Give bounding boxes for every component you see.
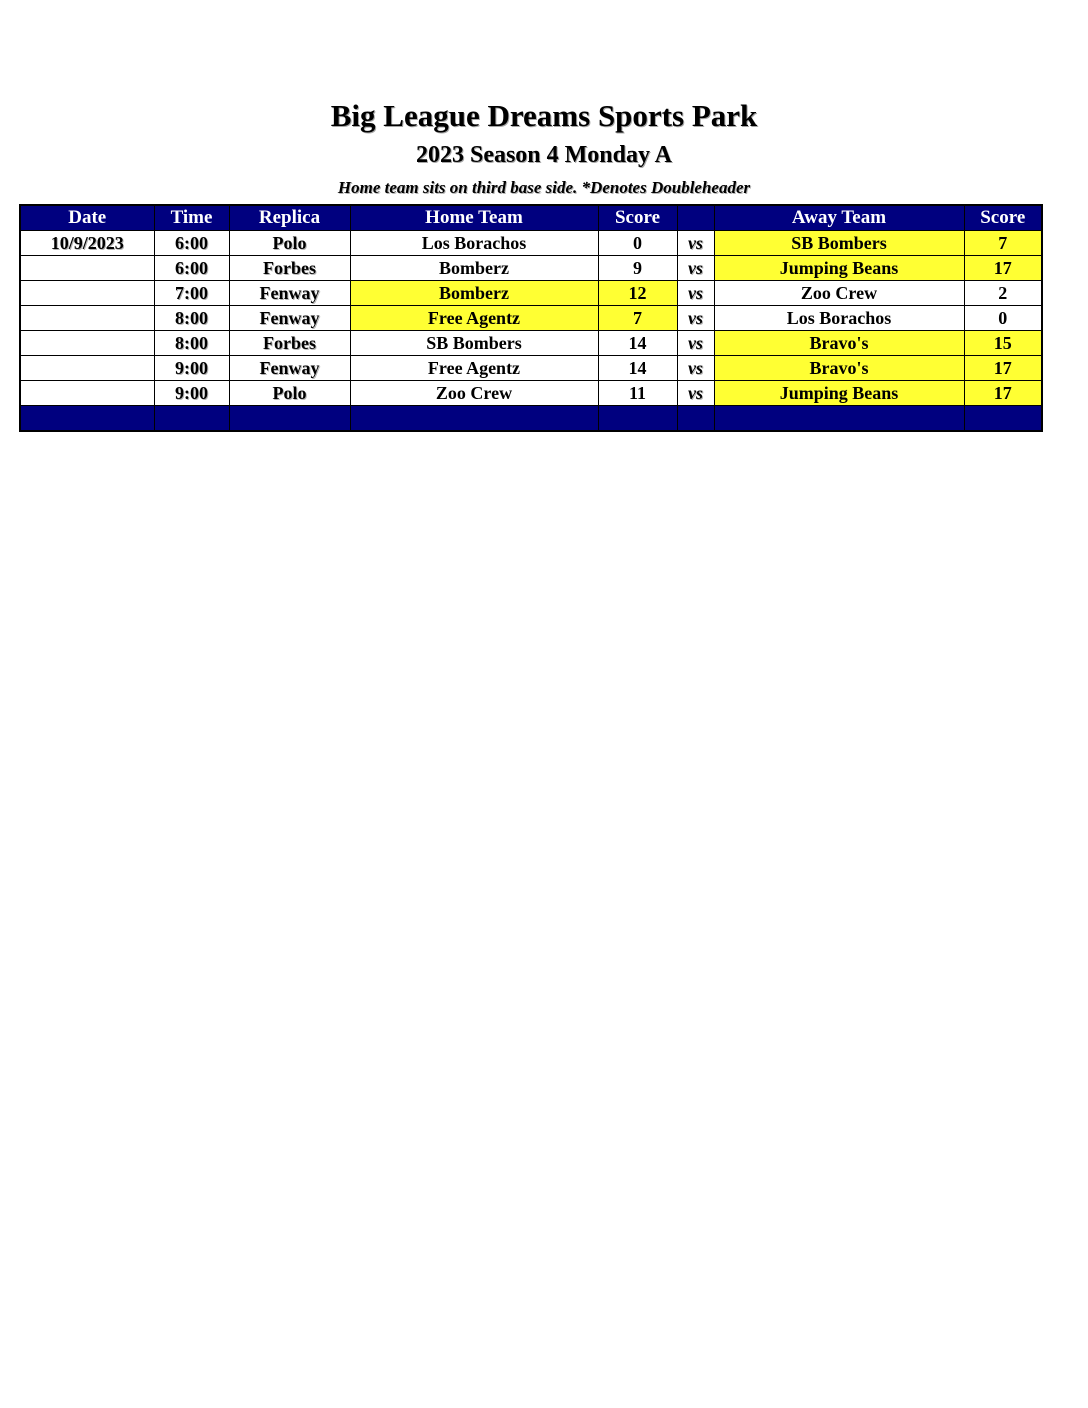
home-score-cell: 12	[598, 281, 677, 306]
away-team-cell: Bravo's	[714, 331, 964, 356]
table-row	[20, 381, 1042, 406]
footer-cell	[20, 406, 154, 432]
away-team-cell: SB Bombers	[714, 231, 964, 256]
replica-cell: Fenway	[229, 306, 350, 331]
date-cell	[20, 381, 154, 406]
home-team-cell: Los Borachos	[350, 231, 598, 256]
home-team-cell: Bomberz	[350, 256, 598, 281]
away-score-cell: 15	[964, 331, 1042, 356]
time-cell: 7:00	[154, 281, 229, 306]
date-cell: 10/9/2023	[20, 231, 154, 256]
away-team-cell: Zoo Crew	[714, 281, 964, 306]
col-header-time: Time	[154, 205, 229, 231]
col-header-away-team: Away Team	[714, 205, 964, 231]
time-cell: 9:00	[154, 381, 229, 406]
vs-cell: vs	[677, 356, 714, 381]
replica-cell: Fenway	[229, 356, 350, 381]
date-cell	[20, 256, 154, 281]
footer-cell	[714, 406, 964, 432]
away-score-cell: 7	[964, 231, 1042, 256]
time-cell: 6:00	[154, 256, 229, 281]
date-cell	[20, 356, 154, 381]
footer-cell	[598, 406, 677, 432]
away-score-cell: 17	[964, 256, 1042, 281]
away-team-cell: Jumping Beans	[714, 381, 964, 406]
replica-cell: Polo	[229, 231, 350, 256]
season-subtitle: 2023 Season 4 Monday A	[415, 142, 673, 168]
home-score-cell: 9	[598, 256, 677, 281]
vs-cell: vs	[677, 331, 714, 356]
home-score-cell: 14	[598, 356, 677, 381]
home-team-cell: Zoo Crew	[350, 381, 598, 406]
col-header-replica: Replica	[229, 205, 350, 231]
away-score-cell: 17	[964, 381, 1042, 406]
table-row	[20, 331, 1042, 356]
home-team-cell: Free Agentz	[350, 306, 598, 331]
vs-cell: vs	[677, 231, 714, 256]
time-cell: 8:00	[154, 306, 229, 331]
table-row	[20, 231, 1042, 256]
away-score-cell: 2	[964, 281, 1042, 306]
date-cell	[20, 331, 154, 356]
table-row	[20, 256, 1042, 281]
home-team-cell: Free Agentz	[350, 356, 598, 381]
footer-cell	[229, 406, 350, 432]
footer-cell	[350, 406, 598, 432]
time-cell: 8:00	[154, 331, 229, 356]
replica-cell: Forbes	[229, 256, 350, 281]
home-score-cell: 0	[598, 231, 677, 256]
date-cell	[20, 281, 154, 306]
col-header-home-score: Score	[598, 205, 677, 231]
col-header-away-score: Score	[964, 205, 1042, 231]
col-header-home-team: Home Team	[350, 205, 598, 231]
away-team-cell: Los Borachos	[714, 306, 964, 331]
schedule-body	[20, 231, 1042, 432]
away-score-cell: 17	[964, 356, 1042, 381]
replica-cell: Forbes	[229, 331, 350, 356]
footer-cell	[154, 406, 229, 432]
col-header-date: Date	[20, 205, 154, 231]
away-team-cell: Jumping Beans	[714, 256, 964, 281]
home-score-cell: 11	[598, 381, 677, 406]
page-title: Big League Dreams Sports Park	[330, 98, 758, 133]
home-team-cell: Bomberz	[350, 281, 598, 306]
table-row	[20, 281, 1042, 306]
vs-cell: vs	[677, 306, 714, 331]
table-row	[20, 356, 1042, 381]
away-score-cell: 0	[964, 306, 1042, 331]
table-row	[20, 306, 1042, 331]
vs-cell: vs	[677, 381, 714, 406]
footer-row	[20, 406, 1042, 432]
col-header-vs	[677, 205, 714, 231]
footer-cell	[964, 406, 1042, 432]
home-team-cell: SB Bombers	[350, 331, 598, 356]
vs-cell: vs	[677, 256, 714, 281]
replica-cell: Fenway	[229, 281, 350, 306]
home-score-cell: 7	[598, 306, 677, 331]
schedule-table	[19, 204, 1043, 432]
schedule-note: Home team sits on third base side. *Denotes Doubleheader	[337, 178, 751, 197]
footer-cell	[677, 406, 714, 432]
home-score-cell: 14	[598, 331, 677, 356]
vs-cell: vs	[677, 281, 714, 306]
away-team-cell: Bravo's	[714, 356, 964, 381]
time-cell: 6:00	[154, 231, 229, 256]
header-row	[20, 205, 1042, 231]
time-cell: 9:00	[154, 356, 229, 381]
replica-cell: Polo	[229, 381, 350, 406]
date-cell	[20, 306, 154, 331]
